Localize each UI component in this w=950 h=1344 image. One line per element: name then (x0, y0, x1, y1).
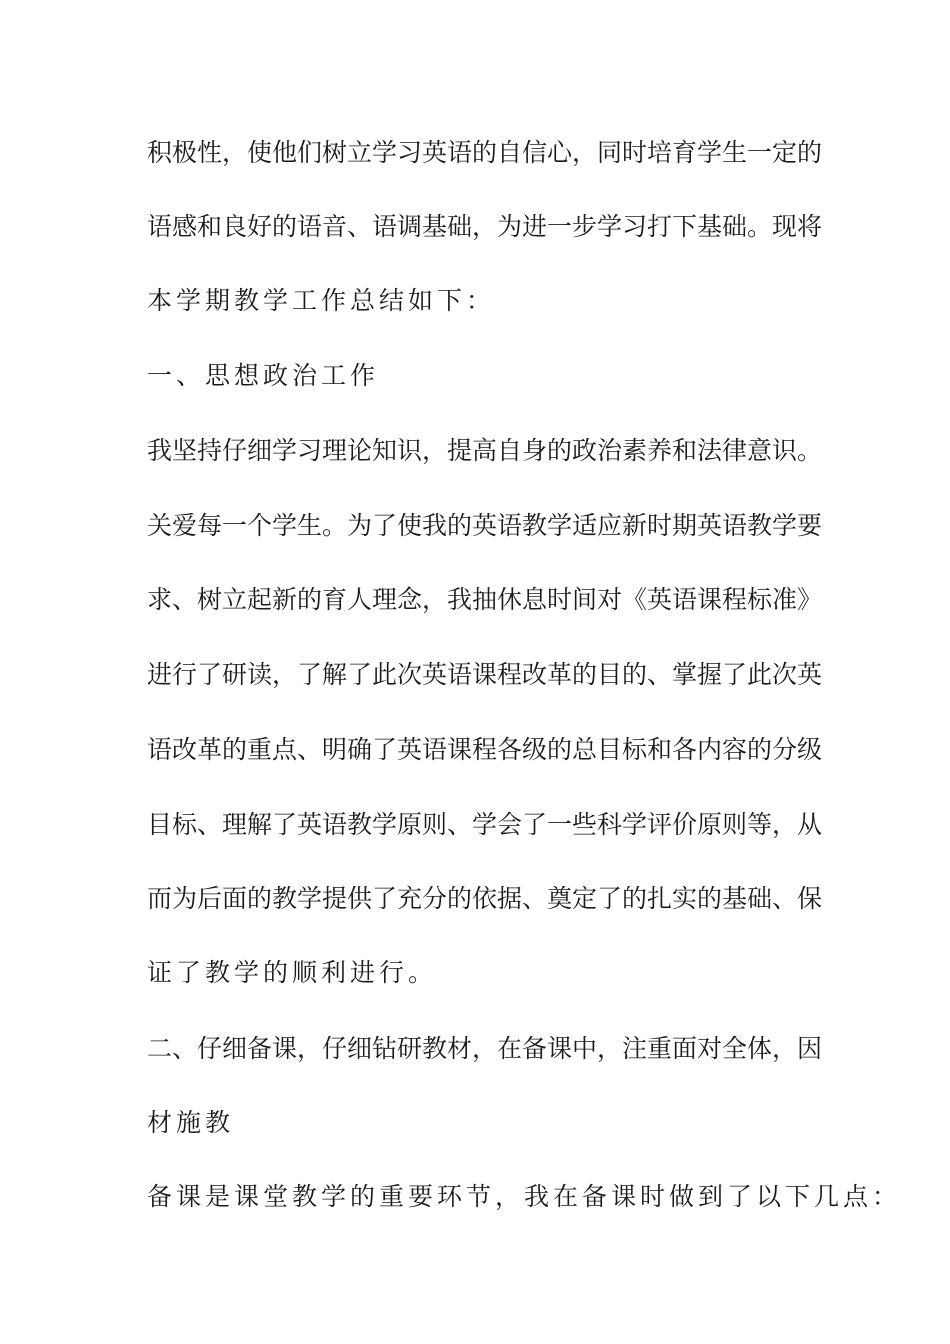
text-line: 我坚持仔细学习理论知识，提高自身的政治素养和法律意识。 (147, 436, 823, 465)
text-line: 而为后面的教学提供了充分的依据、奠定了的扎实的基础、保 (147, 884, 823, 913)
text-line: 证了教学的顺利进行。 (147, 958, 438, 987)
text-line: 语感和良好的语音、语调基础，为进一步学习打下基础。现将 (147, 212, 823, 241)
text-line: 关爱每一个学生。为了使我的英语教学适应新时期英语教学要 (147, 511, 823, 540)
section-heading-continued: 材施教 (147, 1108, 235, 1137)
text-line: 进行了研读，了解了此次英语课程改革的目的、掌握了此次英 (147, 660, 823, 689)
text-line: 备课是课堂教学的重要环节，我在备课时做到了以下几点： (147, 1182, 902, 1211)
text-line: 积极性，使他们树立学习英语的自信心，同时培育学生一定的 (147, 138, 823, 167)
text-line: 语改革的重点、明确了英语课程各级的总目标和各内容的分级 (147, 735, 823, 764)
section-heading: 二、仔细备课，仔细钻研教材，在备课中，注重面对全体，因 (147, 1034, 823, 1063)
text-line: 求、树立起新的育人理念，我抽休息时间对《英语课程标准》 (147, 585, 823, 614)
text-line: 目标、理解了英语教学原则、学会了一些科学评价原则等，从 (147, 810, 823, 839)
section-heading: 一、思想政治工作 (147, 361, 380, 390)
text-line: 本学期教学工作总结如下： (147, 286, 496, 315)
